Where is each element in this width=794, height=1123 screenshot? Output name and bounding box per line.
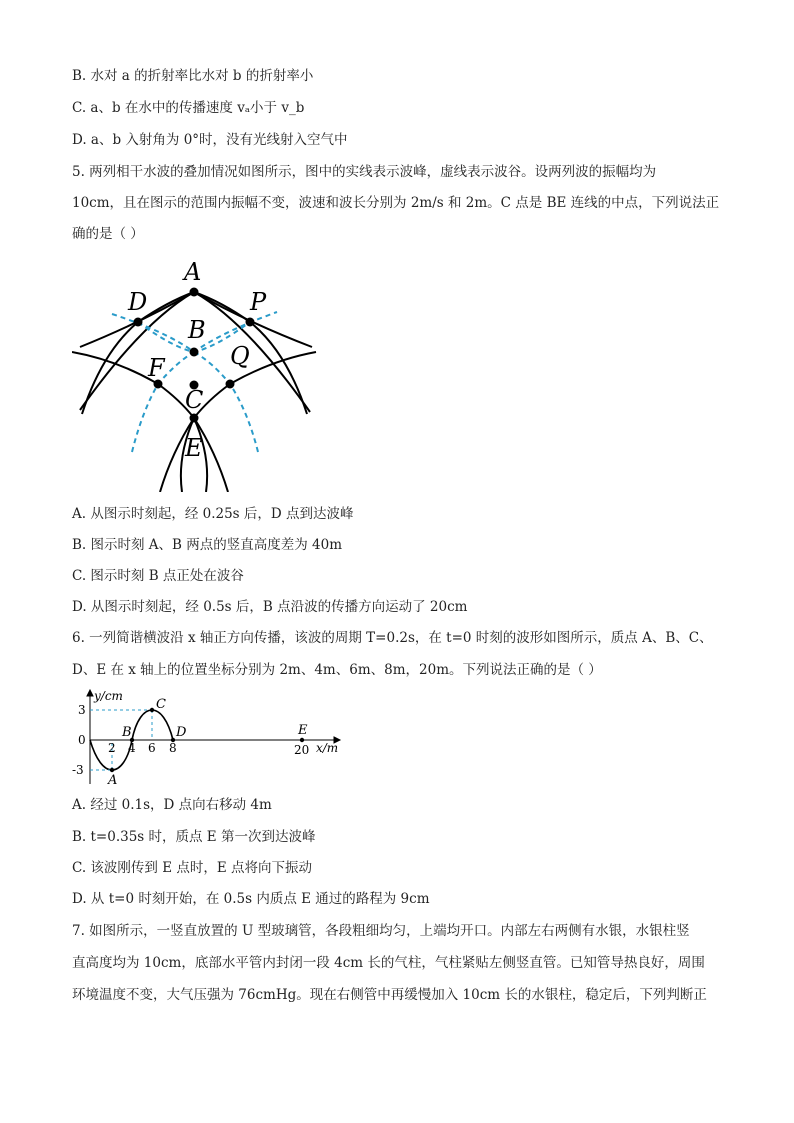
q6-y-tick-0: 0 [78, 733, 86, 747]
q6-option-b: B. t=0.35s 时，质点 E 第一次到达波峰 [72, 829, 316, 845]
q6-point-E [300, 738, 304, 742]
q6-option-d: D. 从 t=0 时刻开始，在 0.5s 内质点 E 通过的路程为 9cm [72, 891, 430, 907]
q6-label-A: A [108, 773, 118, 788]
q5-option-a: A. 从图示时刻起，经 0.25s 后，D 点到达波峰 [72, 506, 354, 522]
q5-label-D: D [128, 288, 148, 316]
q6-point-C [150, 708, 154, 712]
q6-label-B: B [122, 725, 132, 740]
q6-x-tick-6: 6 [148, 741, 156, 755]
q6-option-c: C. 该波刚传到 E 点时，E 点将向下振动 [72, 860, 313, 876]
q5-point-B [190, 348, 199, 357]
q5-option-b: B. 图示时刻 A、B 两点的竖直高度差为 40m [72, 537, 343, 553]
q5-option-d: D. 从图示时刻起，经 0.5s 后，B 点沿波的传播方向运动了 20cm [72, 599, 468, 615]
q6-x-tick-8: 8 [169, 741, 177, 755]
q6-point-A [110, 768, 114, 772]
q4-option-b: B. 水对 a 的折射率比水对 b 的折射率小 [72, 68, 314, 84]
q5-label-B: B [188, 316, 206, 344]
q5-interference-figure [72, 252, 322, 492]
q6-label-E: E [298, 723, 308, 738]
q5-stem-line-1: 5. 两列相干水波的叠加情况如图所示，图中的实线表示波峰，虚线表示波谷。设两列波的振幅均为 [72, 164, 657, 180]
q4-option-c: C. a、b 在水中的传播速度 vₐ小于 v_b [72, 100, 305, 116]
q7-stem-line-2: 直高度均为 10cm，底部水平管内封闭一段 4cm 长的气柱，气柱紧贴左侧竖直管。已知管导热良好，周围 [72, 955, 705, 971]
q5-point-P [246, 318, 255, 327]
q6-y-tick-3: 3 [78, 703, 86, 717]
q7-stem-line-3: 环境温度不变，大气压强为 76cmHg。现在右侧管中再缓慢加入 10cm 长的水银柱，稳定后，下列判断正 [72, 987, 707, 1003]
q6-y-axis-label: y/cm [94, 689, 123, 703]
q6-x-tick-2: 2 [108, 741, 116, 755]
q5-point-A [190, 288, 199, 297]
q6-x-axis-label: x/m [316, 741, 339, 755]
q4-option-d: D. a、b 入射角为 0°时，没有光线射入空气中 [72, 132, 348, 148]
q6-stem-line-2: D、E 在 x 轴上的位置坐标分别为 2m、4m、6m、8m，20m。下列说法正确的是（ ） [72, 662, 602, 678]
q6-y-tick-neg3: -3 [72, 763, 84, 777]
q5-label-Q: Q [230, 342, 250, 370]
q5-label-C: C [185, 386, 204, 414]
q5-point-D [134, 318, 143, 327]
q5-label-F: F [148, 354, 165, 382]
q6-x-tick-20: 20 [294, 743, 310, 757]
q6-label-C: C [156, 697, 166, 712]
q6-wave-graph [72, 688, 352, 788]
q5-stem-line-3: 确的是（ ） [72, 226, 144, 242]
q5-point-Q [226, 380, 235, 389]
q6-option-a: A. 经过 0.1s，D 点向右移动 4m [72, 797, 272, 813]
q6-x-tick-4: 4 [128, 741, 136, 755]
q5-label-A: A [184, 258, 202, 286]
q5-option-c: C. 图示时刻 B 点正处在波谷 [72, 568, 244, 584]
q5-label-P: P [250, 288, 267, 316]
q5-stem-line-2: 10cm，且在图示的范围内振幅不变，波速和波长分别为 2m/s 和 2m。C 点是 BE 连线的中点，下列说法正 [72, 195, 720, 211]
q6-stem-line-1: 6. 一列简谐横波沿 x 轴正方向传播，该波的周期 T=0.2s，在 t=0 时刻的波形如图所示，质点 A、B、C、 [72, 630, 713, 646]
q6-label-D: D [176, 725, 187, 740]
q5-label-E: E [185, 434, 203, 462]
q5-point-E [190, 414, 199, 423]
q7-stem-line-1: 7. 如图所示，一竖直放置的 U 型玻璃管，各段粗细均匀，上端均开口。内部左右两侧有水银，水银柱竖 [72, 923, 690, 939]
